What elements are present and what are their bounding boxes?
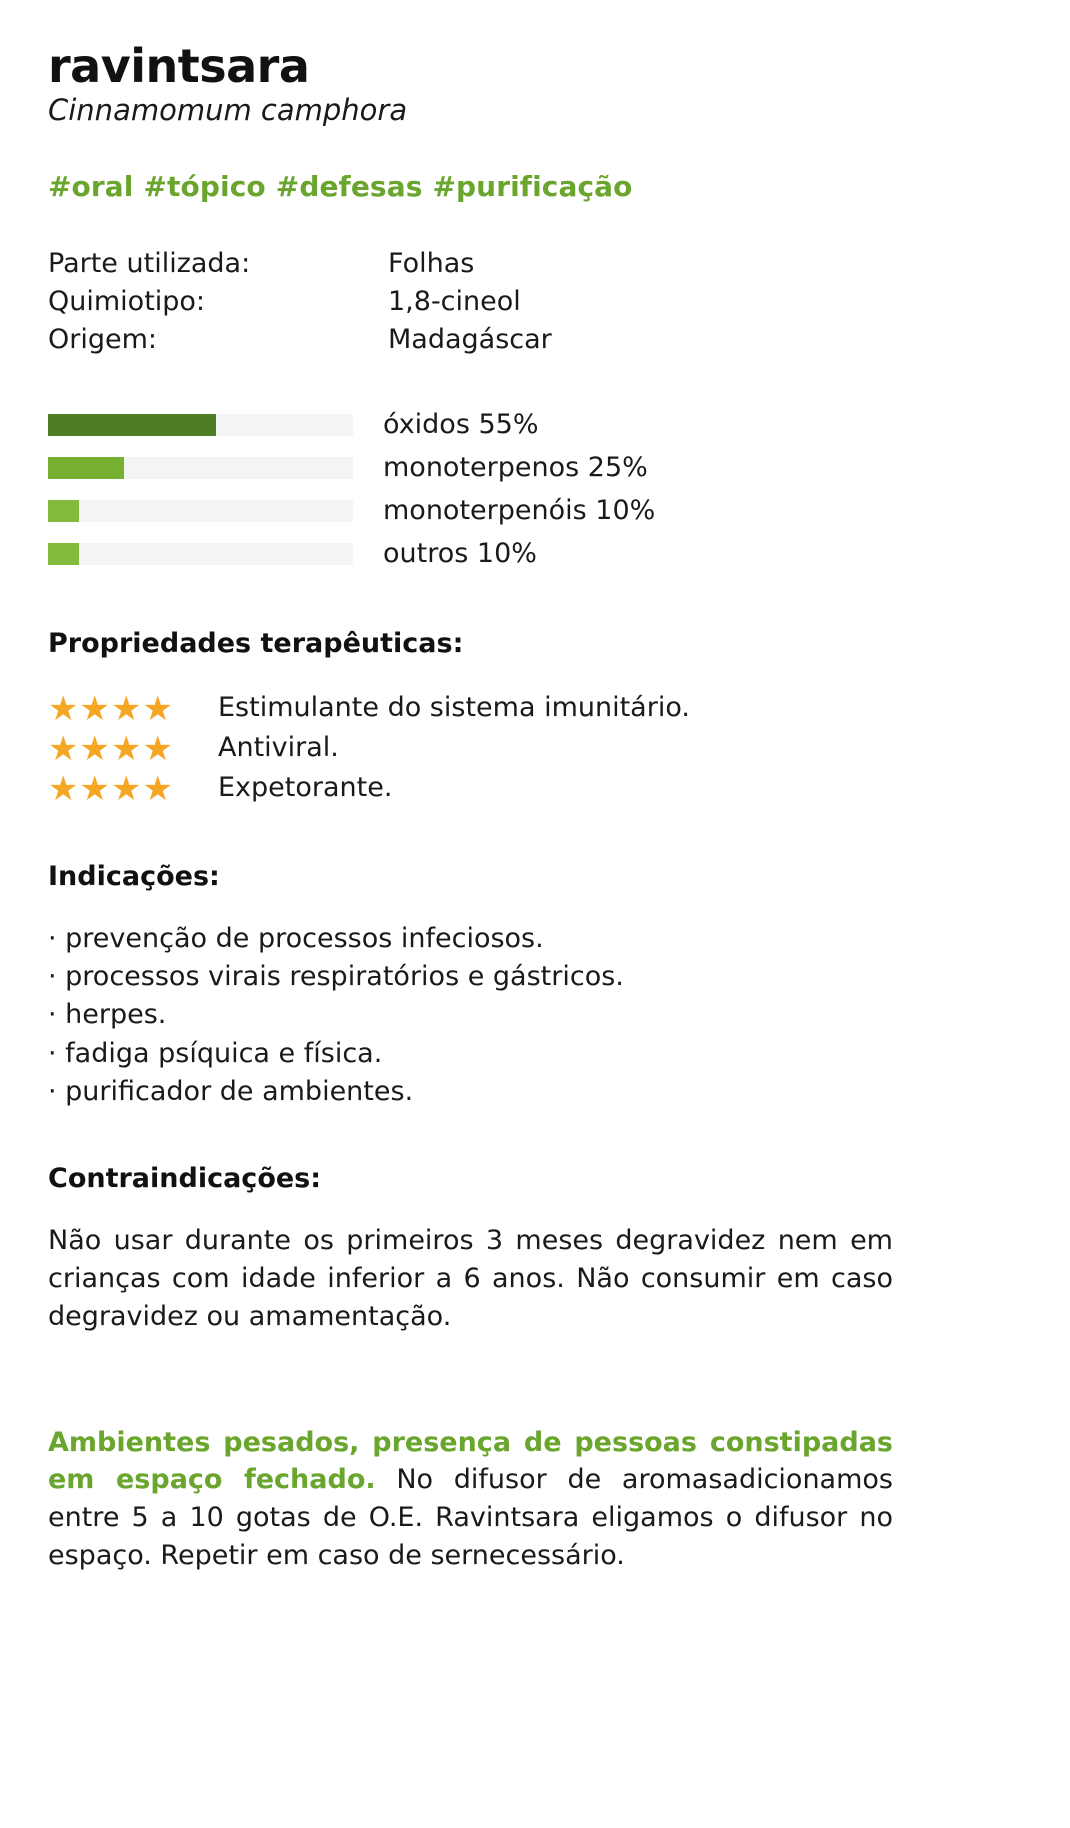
composition-row	[48, 533, 1022, 576]
composition-label: monoterpenos 25%	[383, 451, 648, 483]
list-item: · herpes.	[48, 999, 167, 1031]
info-value: Folhas	[388, 247, 475, 279]
list-item: · purificador de ambientes.	[48, 1075, 414, 1107]
composition-bar-fill	[48, 414, 216, 436]
composition-bar-track	[48, 414, 353, 436]
info-value: 1,8-cineol	[388, 285, 521, 317]
usage-note-lead: Ambientes pesados, presença de pessoas constipadas em espaço fechado.	[48, 1426, 893, 1496]
list-item: · processos virais respiratórios e gástricos.	[48, 960, 624, 992]
info-label: Quimiotipo:	[48, 285, 206, 317]
composition-bar-fill	[48, 500, 79, 522]
composition-bar-track	[48, 457, 353, 479]
property-row	[48, 729, 1022, 769]
contraindications-heading: Contraindicações:	[48, 1163, 322, 1195]
tag-list	[48, 170, 1022, 203]
list-item: · fadiga psíquica e física.	[48, 1037, 383, 1069]
list-item: · prevenção de processos infeciosos.	[48, 922, 544, 954]
composition-row	[48, 490, 1022, 533]
property-row	[48, 689, 1022, 729]
rating-stars-icon: ★★★★	[48, 728, 174, 769]
indications-list	[48, 920, 1022, 1112]
info-row	[48, 245, 1022, 283]
page-title: ravintsara	[48, 39, 310, 93]
properties-list	[48, 689, 1022, 809]
composition-label: óxidos 55%	[383, 408, 539, 440]
tag-topico[interactable]: #tópico	[143, 169, 266, 203]
info-row	[48, 283, 1022, 321]
contraindications-text: Não usar durante os primeiros 3 meses degravidez nem em crianças com idade inferior a 6 anos. Não consumir em caso degravidez ou amamentação.	[48, 1225, 893, 1332]
info-label: Origem:	[48, 324, 158, 356]
property-text: Expetorante.	[218, 772, 393, 804]
indications-heading: Indicações:	[48, 860, 220, 892]
composition-row	[48, 404, 1022, 447]
rating-stars-icon: ★★★★	[48, 688, 174, 729]
tag-oral[interactable]: #oral	[48, 169, 134, 203]
property-row	[48, 769, 1022, 809]
botanical-name: Cinnamomum camphora	[48, 93, 408, 128]
property-text: Estimulante do sistema imunitário.	[218, 692, 690, 724]
tag-purificacao[interactable]: #purificação	[432, 169, 633, 203]
composition-label: monoterpenóis 10%	[383, 494, 656, 526]
tag-defesas[interactable]: #defesas	[275, 169, 423, 203]
composition-label: outros 10%	[383, 537, 537, 569]
composition-row	[48, 447, 1022, 490]
composition-bar-fill	[48, 543, 79, 565]
info-value: Madagáscar	[388, 324, 552, 356]
composition-bar-fill	[48, 457, 124, 479]
rating-stars-icon: ★★★★	[48, 768, 174, 809]
composition-chart	[48, 404, 1022, 576]
usage-note-body: No difusor de aromasadicionamos entre 5 a 10 gotas de O.E. Ravintsara eligamos o difusor no espaço. Repetir em caso de sernecessário.	[48, 1464, 893, 1572]
info-label: Parte utilizada:	[48, 247, 251, 279]
properties-heading: Propriedades terapêuticas:	[48, 627, 464, 659]
info-table	[48, 245, 1022, 360]
composition-bar-track	[48, 543, 353, 565]
composition-bar-track	[48, 500, 353, 522]
info-row	[48, 321, 1022, 359]
property-text: Antiviral.	[218, 732, 339, 764]
usage-note	[48, 1424, 893, 1575]
